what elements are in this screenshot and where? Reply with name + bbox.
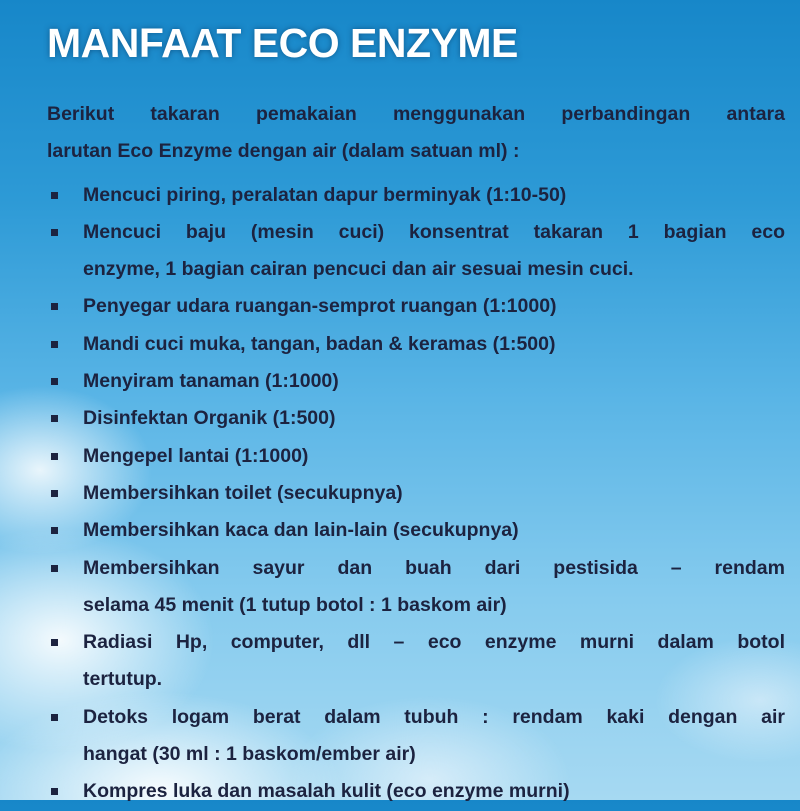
list-item-text: Menyiram tanaman (1:1000) bbox=[83, 370, 339, 393]
list-item-text: Mengepel lantai (1:1000) bbox=[83, 444, 309, 467]
list-item-text: Radiasi Hp, computer, dll – eco enzyme murni dalam botol bbox=[83, 631, 785, 654]
list-item bbox=[47, 475, 785, 512]
list-item-text: Mencuci baju (mesin cuci) konsentrat takaran 1 bagian eco bbox=[83, 220, 785, 243]
list-item-text: Membersihkan sayur dan buah dari pestisida – rendam bbox=[83, 556, 785, 579]
list-item-text: tertutup. bbox=[83, 668, 163, 691]
list-item bbox=[47, 512, 785, 549]
benefit-list bbox=[47, 177, 785, 811]
list-item bbox=[47, 699, 785, 774]
intro-line: Berikut takaran pemakaian menggunakan perbandingan antara bbox=[47, 103, 785, 125]
list-item bbox=[47, 214, 785, 289]
list-item bbox=[47, 624, 785, 699]
square-bullet-icon bbox=[51, 565, 58, 572]
list-item bbox=[47, 177, 785, 214]
list-item-text: Detoks logam berat dalam tubuh : rendam kaki dengan air bbox=[83, 705, 785, 728]
square-bullet-icon bbox=[51, 714, 58, 721]
list-item bbox=[47, 288, 785, 325]
list-item-text: Membersihkan kaca dan lain-lain (secukupnya) bbox=[83, 519, 519, 542]
square-bullet-icon bbox=[51, 490, 58, 497]
list-item bbox=[47, 773, 785, 810]
content bbox=[47, 96, 785, 811]
square-bullet-icon bbox=[51, 192, 58, 199]
square-bullet-icon bbox=[51, 378, 58, 385]
list-item bbox=[47, 550, 785, 625]
list-item-text: enzyme, 1 bagian cairan pencuci dan air sesuai mesin cuci. bbox=[83, 258, 634, 281]
list-item-text: Kompres luka dan masalah kulit (eco enzyme murni) bbox=[83, 780, 570, 803]
list-item bbox=[47, 326, 785, 363]
list-item-text: Membersihkan toilet (secukupnya) bbox=[83, 481, 403, 504]
page-title: MANFAAT ECO ENZYME bbox=[47, 20, 518, 66]
list-item-text: selama 45 menit (1 tutup botol : 1 baskom air) bbox=[83, 593, 507, 616]
square-bullet-icon bbox=[51, 229, 58, 236]
square-bullet-icon bbox=[51, 527, 58, 534]
intro-paragraph bbox=[47, 96, 785, 171]
square-bullet-icon bbox=[51, 415, 58, 422]
square-bullet-icon bbox=[51, 788, 58, 795]
square-bullet-icon bbox=[51, 453, 58, 460]
list-item bbox=[47, 400, 785, 437]
list-item-text: hangat (30 ml : 1 baskom/ember air) bbox=[83, 743, 416, 766]
list-item-text: Mandi cuci muka, tangan, badan & keramas (1:500) bbox=[83, 332, 556, 355]
list-item-text: Mencuci piring, peralatan dapur berminyak (1:10-50) bbox=[83, 183, 567, 206]
intro-line: larutan Eco Enzyme dengan air (dalam satuan ml) : bbox=[47, 140, 520, 163]
square-bullet-icon bbox=[51, 341, 58, 348]
list-item-text: Penyegar udara ruangan-semprot ruangan (1:1000) bbox=[83, 295, 557, 318]
square-bullet-icon bbox=[51, 303, 58, 310]
list-item bbox=[47, 438, 785, 475]
list-item-text: Disinfektan Organik (1:500) bbox=[83, 407, 336, 430]
list-item bbox=[47, 363, 785, 400]
square-bullet-icon bbox=[51, 639, 58, 646]
